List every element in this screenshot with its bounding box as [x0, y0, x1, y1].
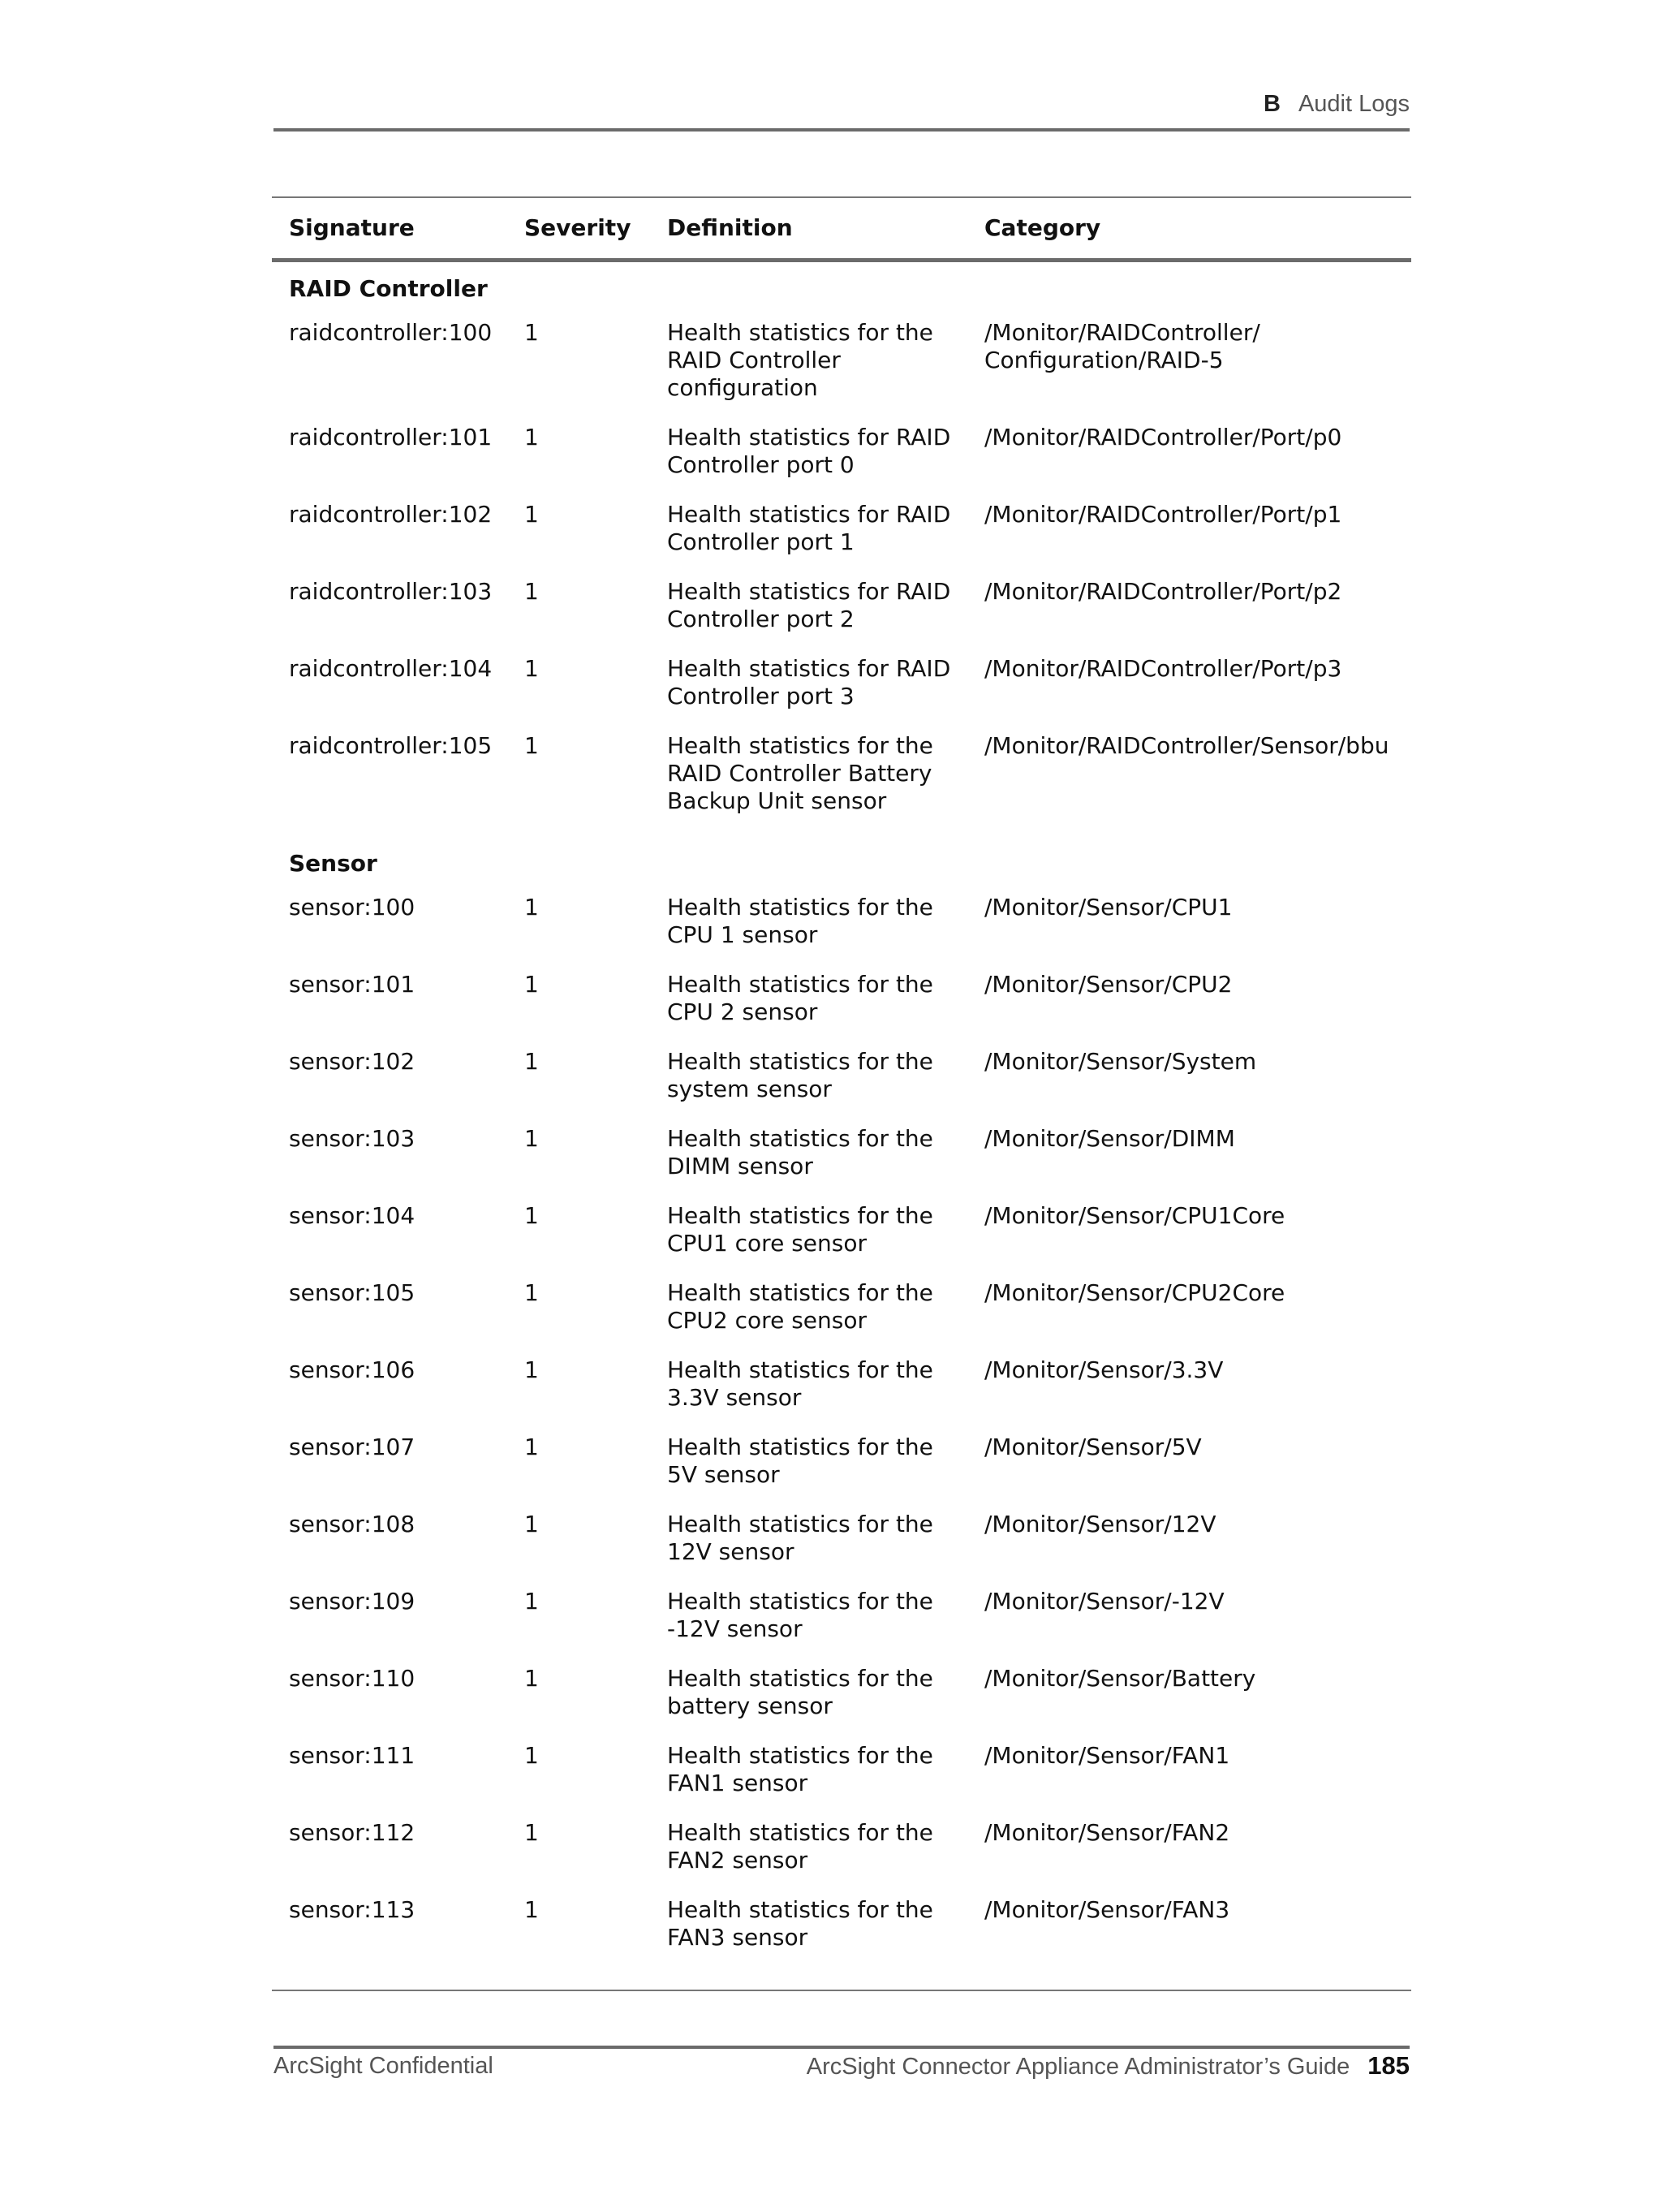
category-cell: /Monitor/RAIDController/Port/p2: [984, 578, 1342, 605]
category-cell: /Monitor/RAIDController/ Configuration/RAID-5: [984, 319, 1260, 373]
category-cell: /Monitor/Sensor/CPU1Core: [984, 1202, 1285, 1229]
table-row: [272, 894, 1411, 971]
table-row: [272, 655, 1411, 732]
severity-cell: 1: [524, 1356, 539, 1383]
definition-cell: Health statistics for the CPU2 core sensor: [667, 1279, 933, 1334]
severity-cell: 1: [524, 424, 539, 451]
definition-cell: Health statistics for the FAN2 sensor: [667, 1819, 933, 1874]
severity-cell: 1: [524, 1665, 539, 1692]
category-cell: /Monitor/Sensor/5V: [984, 1434, 1202, 1460]
section-title: Audit Logs: [1298, 91, 1410, 117]
table-row: [272, 732, 1411, 837]
signature-cell: sensor:108: [289, 1511, 416, 1537]
category-cell: /Monitor/Sensor/DIMM: [984, 1125, 1235, 1152]
signature-cell: sensor:110: [289, 1665, 416, 1692]
signature-cell: sensor:101: [289, 971, 416, 998]
severity-cell: 1: [524, 1742, 539, 1769]
signature-cell: raidcontroller:101: [289, 424, 493, 451]
table-row: [272, 1588, 1411, 1665]
definition-cell: Health statistics for the RAID Controller configuration: [667, 319, 933, 401]
category-cell: /Monitor/Sensor/FAN1: [984, 1742, 1230, 1769]
signature-cell: raidcontroller:102: [289, 501, 493, 528]
definition-cell: Health statistics for RAID Controller port 1: [667, 501, 951, 555]
severity-cell: 1: [524, 894, 539, 921]
table-row: [272, 1202, 1411, 1279]
category-cell: /Monitor/Sensor/12V: [984, 1511, 1216, 1537]
table-row: [272, 1819, 1411, 1896]
signature-cell: raidcontroller:103: [289, 578, 493, 605]
table-row: [272, 501, 1411, 578]
definition-cell: Health statistics for the FAN1 sensor: [667, 1742, 933, 1796]
signature-cell: raidcontroller:105: [289, 732, 493, 759]
category-cell: /Monitor/Sensor/FAN2: [984, 1819, 1230, 1846]
category-cell: /Monitor/Sensor/CPU2Core: [984, 1279, 1285, 1306]
category-cell: /Monitor/Sensor/-12V: [984, 1588, 1225, 1615]
signature-cell: sensor:109: [289, 1588, 416, 1615]
table-row: [272, 1434, 1411, 1511]
severity-cell: 1: [524, 501, 539, 528]
signature-cell: sensor:106: [289, 1356, 416, 1383]
category-cell: /Monitor/Sensor/Battery: [984, 1665, 1256, 1692]
definition-cell: Health statistics for the system sensor: [667, 1048, 933, 1102]
category-cell: /Monitor/Sensor/3.3V: [984, 1356, 1224, 1383]
signature-cell: sensor:112: [289, 1819, 416, 1846]
severity-cell: 1: [524, 732, 539, 759]
audit-log-table: [272, 196, 1411, 1991]
category-cell: /Monitor/Sensor/FAN3: [984, 1896, 1230, 1923]
signature-cell: sensor:100: [289, 894, 416, 921]
header-divider: [273, 128, 1410, 132]
signature-cell: raidcontroller:104: [289, 655, 493, 682]
category-cell: /Monitor/RAIDController/Port/p1: [984, 501, 1342, 528]
category-cell: /Monitor/RAIDController/Port/p0: [984, 424, 1342, 451]
definition-cell: Health statistics for RAID Controller port 0: [667, 424, 951, 478]
table-bottom-rule: [272, 1990, 1411, 1991]
severity-cell: 1: [524, 1125, 539, 1152]
signature-cell: sensor:105: [289, 1279, 416, 1306]
definition-cell: Health statistics for the -12V sensor: [667, 1588, 933, 1642]
definition-cell: Health statistics for the CPU1 core sensor: [667, 1202, 933, 1257]
definition-cell: Health statistics for RAID Controller port 3: [667, 655, 951, 709]
severity-cell: 1: [524, 578, 539, 605]
severity-cell: 1: [524, 1819, 539, 1846]
definition-cell: Health statistics for the 3.3V sensor: [667, 1356, 933, 1411]
table-row: [272, 578, 1411, 655]
section-title: Sensor: [289, 850, 377, 877]
table-row: [272, 424, 1411, 501]
column-header-category: Category: [984, 214, 1101, 241]
table-section-row: [272, 262, 1411, 319]
running-header: [1264, 91, 1410, 118]
signature-cell: raidcontroller:100: [289, 319, 493, 346]
definition-cell: Health statistics for the 5V sensor: [667, 1434, 933, 1488]
definition-cell: Health statistics for the battery sensor: [667, 1665, 933, 1719]
definition-cell: Health statistics for the CPU 1 sensor: [667, 894, 933, 948]
footer-confidential: ArcSight Confidential: [273, 2053, 493, 2079]
definition-cell: Health statistics for the DIMM sensor: [667, 1125, 933, 1179]
table-section-row: [272, 837, 1411, 894]
category-cell: /Monitor/Sensor/CPU1: [984, 894, 1233, 921]
appendix-letter: B: [1264, 91, 1281, 117]
category-cell: /Monitor/Sensor/CPU2: [984, 971, 1233, 998]
column-header-signature: Signature: [289, 214, 415, 241]
definition-cell: Health statistics for the CPU 2 sensor: [667, 971, 933, 1025]
table-row: [272, 1742, 1411, 1819]
table-row: [272, 1896, 1411, 1973]
footer-guide-title: ArcSight Connector Appliance Administrator’s Guide: [806, 2054, 1350, 2080]
definition-cell: Health statistics for the 12V sensor: [667, 1511, 933, 1565]
table-row: [272, 1356, 1411, 1434]
footer-guide: [807, 2051, 1410, 2080]
signature-cell: sensor:103: [289, 1125, 416, 1152]
table-row: [272, 1665, 1411, 1742]
severity-cell: 1: [524, 1202, 539, 1229]
table-row: [272, 1125, 1411, 1202]
signature-cell: sensor:113: [289, 1896, 416, 1923]
severity-cell: 1: [524, 1588, 539, 1615]
signature-cell: sensor:107: [289, 1434, 416, 1460]
table-row: [272, 319, 1411, 424]
category-cell: /Monitor/Sensor/System: [984, 1048, 1257, 1075]
definition-cell: Health statistics for RAID Controller port 2: [667, 578, 951, 632]
signature-cell: sensor:102: [289, 1048, 416, 1075]
table-row: [272, 971, 1411, 1048]
footer-divider: [273, 2046, 1410, 2049]
table-row: [272, 1279, 1411, 1356]
signature-cell: sensor:104: [289, 1202, 416, 1229]
table-body: [272, 262, 1411, 1973]
severity-cell: 1: [524, 971, 539, 998]
column-header-definition: Definition: [667, 214, 793, 241]
severity-cell: 1: [524, 1048, 539, 1075]
severity-cell: 1: [524, 1434, 539, 1460]
category-cell: /Monitor/RAIDController/Sensor/bbu: [984, 732, 1389, 759]
severity-cell: 1: [524, 1279, 539, 1306]
definition-cell: Health statistics for the FAN3 sensor: [667, 1896, 933, 1951]
severity-cell: 1: [524, 319, 539, 346]
signature-cell: sensor:111: [289, 1742, 416, 1769]
column-header-severity: Severity: [524, 214, 631, 241]
table-header-row: [272, 198, 1411, 258]
severity-cell: 1: [524, 1896, 539, 1923]
category-cell: /Monitor/RAIDController/Port/p3: [984, 655, 1342, 682]
severity-cell: 1: [524, 655, 539, 682]
table-row: [272, 1048, 1411, 1125]
table-row: [272, 1511, 1411, 1588]
page-number: 185: [1367, 2051, 1410, 2080]
definition-cell: Health statistics for the RAID Controller Battery Backup Unit sensor: [667, 732, 933, 814]
severity-cell: 1: [524, 1511, 539, 1537]
section-title: RAID Controller: [289, 275, 488, 302]
